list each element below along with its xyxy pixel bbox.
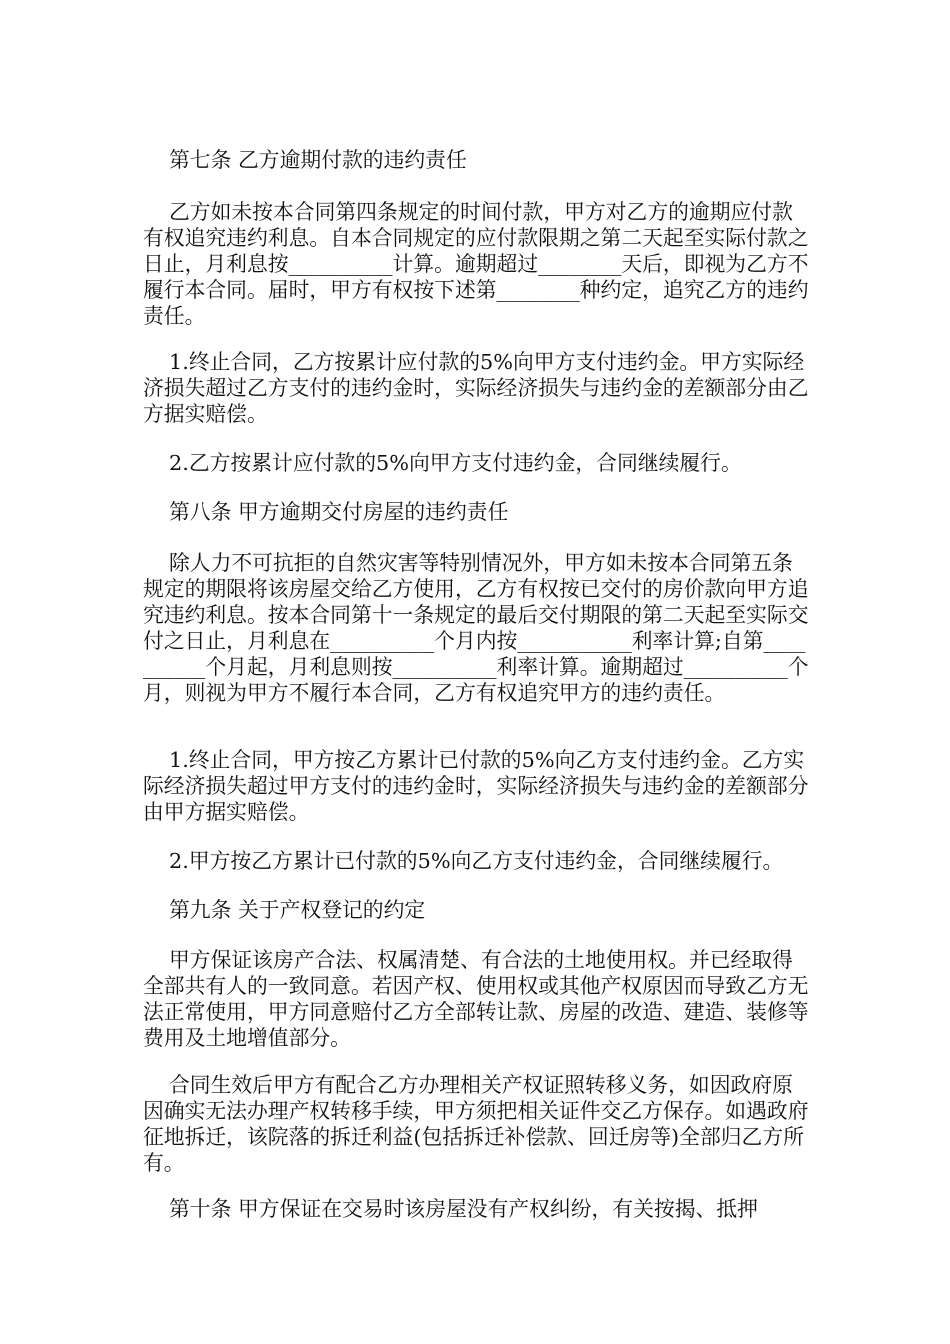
article-8-option-1: 1.终止合同，甲方按乙方累计已付款的5%向乙方支付违约金。乙方实际经济损失超过甲方支付的违约金时，实际经济损失与违约金的差额部分由甲方据实赔偿。 bbox=[143, 748, 809, 824]
article-8-heading: 第八条 甲方逾期交付房屋的违约责任 bbox=[169, 500, 509, 524]
article-8-body: 除人力不可抗拒的自然灾害等特别情况外，甲方如未按本合同第五条规定的期限将该房屋交给乙方使用，乙方有权按已交付的房价款向甲方追究违约利息。按本合同第十一条规定的最后交付期限的第二天起至实际交付之日止，月利息在__________个月内按___________利率计算;自第__________个月起，月利息则按__________利率计算。逾期超过__________个月，则视为甲方不履行本合同，乙方有权追究甲方的违约责任。 bbox=[143, 551, 809, 705]
article-9-heading: 第九条 关于产权登记的约定 bbox=[169, 898, 426, 922]
article-7-option-2: 2.乙方按累计应付款的5%向甲方支付违约金，合同继续履行。 bbox=[169, 451, 742, 475]
article-7-heading: 第七条 乙方逾期付款的违约责任 bbox=[169, 148, 467, 172]
article-9-body-1: 甲方保证该房产合法、权属清楚、有合法的土地使用权。并已经取得全部共有人的一致同意。若因产权、使用权或其他产权原因而导致乙方无法正常使用，甲方同意赔付乙方全部转让款、房屋的改造、建造、装修等费用及土地增值部分。 bbox=[143, 948, 809, 1050]
article-10-heading: 第十条 甲方保证在交易时该房屋没有产权纠纷，有关按揭、抵押 bbox=[169, 1197, 758, 1221]
article-7-option-1: 1.终止合同，乙方按累计应付款的5%向甲方支付违约金。甲方实际经济损失超过乙方支付的违约金时，实际经济损失与违约金的差额部分由乙方据实赔偿。 bbox=[143, 350, 809, 426]
article-9-body-2: 合同生效后甲方有配合乙方办理相关产权证照转移义务，如因政府原因确实无法办理产权转移手续，甲方须把相关证件交乙方保存。如遇政府征地拆迁，该院落的拆迁利益(包括拆迁补偿款、回迁房等)全部归乙方所有。 bbox=[143, 1073, 809, 1175]
article-7-body: 乙方如未按本合同第四条规定的时间付款，甲方对乙方的逾期应付款有权追究违约利息。自本合同规定的应付款限期之第二天起至实际付款之日止，月利息按__________计算。逾期超过________天后，即视为乙方不履行本合同。届时，甲方有权按下述第________种约定，追究乙方的违约责任。 bbox=[143, 200, 809, 328]
article-8-option-2: 2.甲方按乙方累计已付款的5%向乙方支付违约金，合同继续履行。 bbox=[169, 849, 784, 873]
